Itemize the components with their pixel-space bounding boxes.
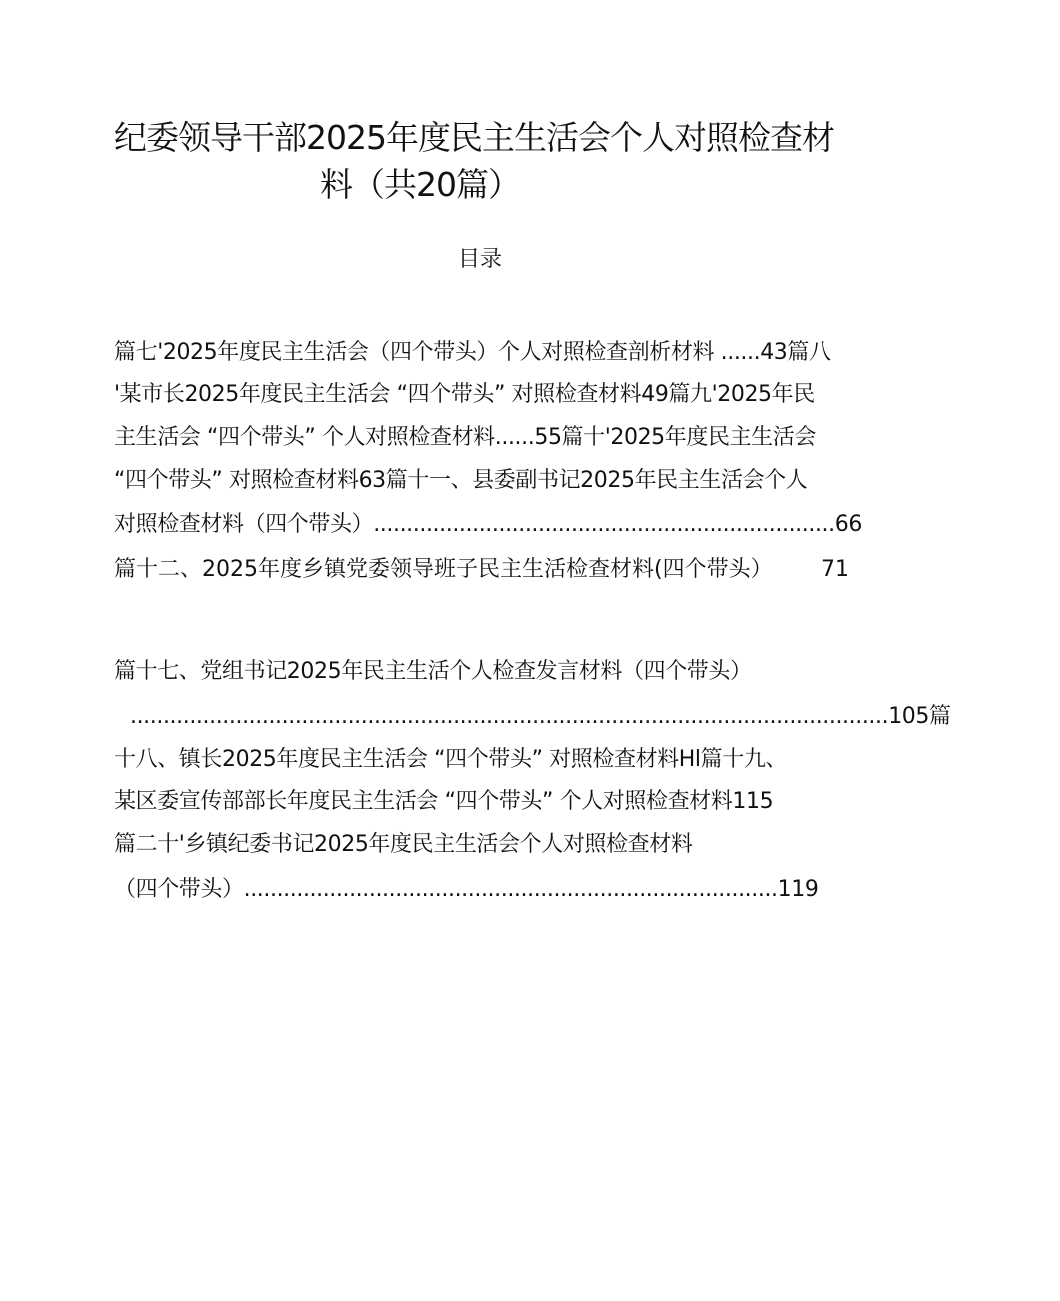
toc-line: 篇七'2025年度民主生活会（四个带头）个人对照检查剖析材料 ......43篇八	[114, 340, 831, 365]
toc-line: 十八、镇长2025年度民主生活会 “四个带头” 对照检查材料Hl篇十九、	[114, 747, 788, 772]
toc-line: 篇十七、党组书记2025年民主生活个人检查发言材料（四个带头）	[114, 659, 752, 684]
toc-line: 主生活会 “四个带头” 个人对照检查材料......55篇十'2025年度民主生活会	[114, 425, 816, 450]
toc-page-number: 71	[821, 557, 849, 582]
toc-line: 篇二十'乡镇纪委书记2025年度民主生活会个人对照检查材料	[114, 832, 693, 857]
toc-entry-title: 篇十二、2025年度乡镇党委领导班子民主生活检查材料(四个带头）	[114, 557, 773, 582]
document-title-line-1: 纪委领导干部2025年度民主生活会个人对照检查材	[114, 118, 834, 157]
toc-line: （四个带头）.................................................................................119	[114, 877, 819, 902]
document-title-line-2: 料（共20篇）	[320, 165, 520, 204]
toc-line: “四个带头” 对照检查材料63篇十一、县委副书记2025年民主生活会个人	[114, 468, 808, 493]
toc-line: '某市长2025年度民主生活会 “四个带头” 对照检查材料49篇九'2025年民	[114, 382, 815, 407]
toc-line: 对照检查材料（四个带头）......................................................................66	[114, 512, 862, 537]
toc-line: 某区委宣传部部长年度民主生活会 “四个带头” 个人对照检查材料115	[114, 789, 774, 814]
toc-heading: 目录	[457, 247, 502, 272]
toc-line	[114, 555, 849, 585]
toc-line: ...................................................................................................................105篇	[130, 704, 951, 729]
